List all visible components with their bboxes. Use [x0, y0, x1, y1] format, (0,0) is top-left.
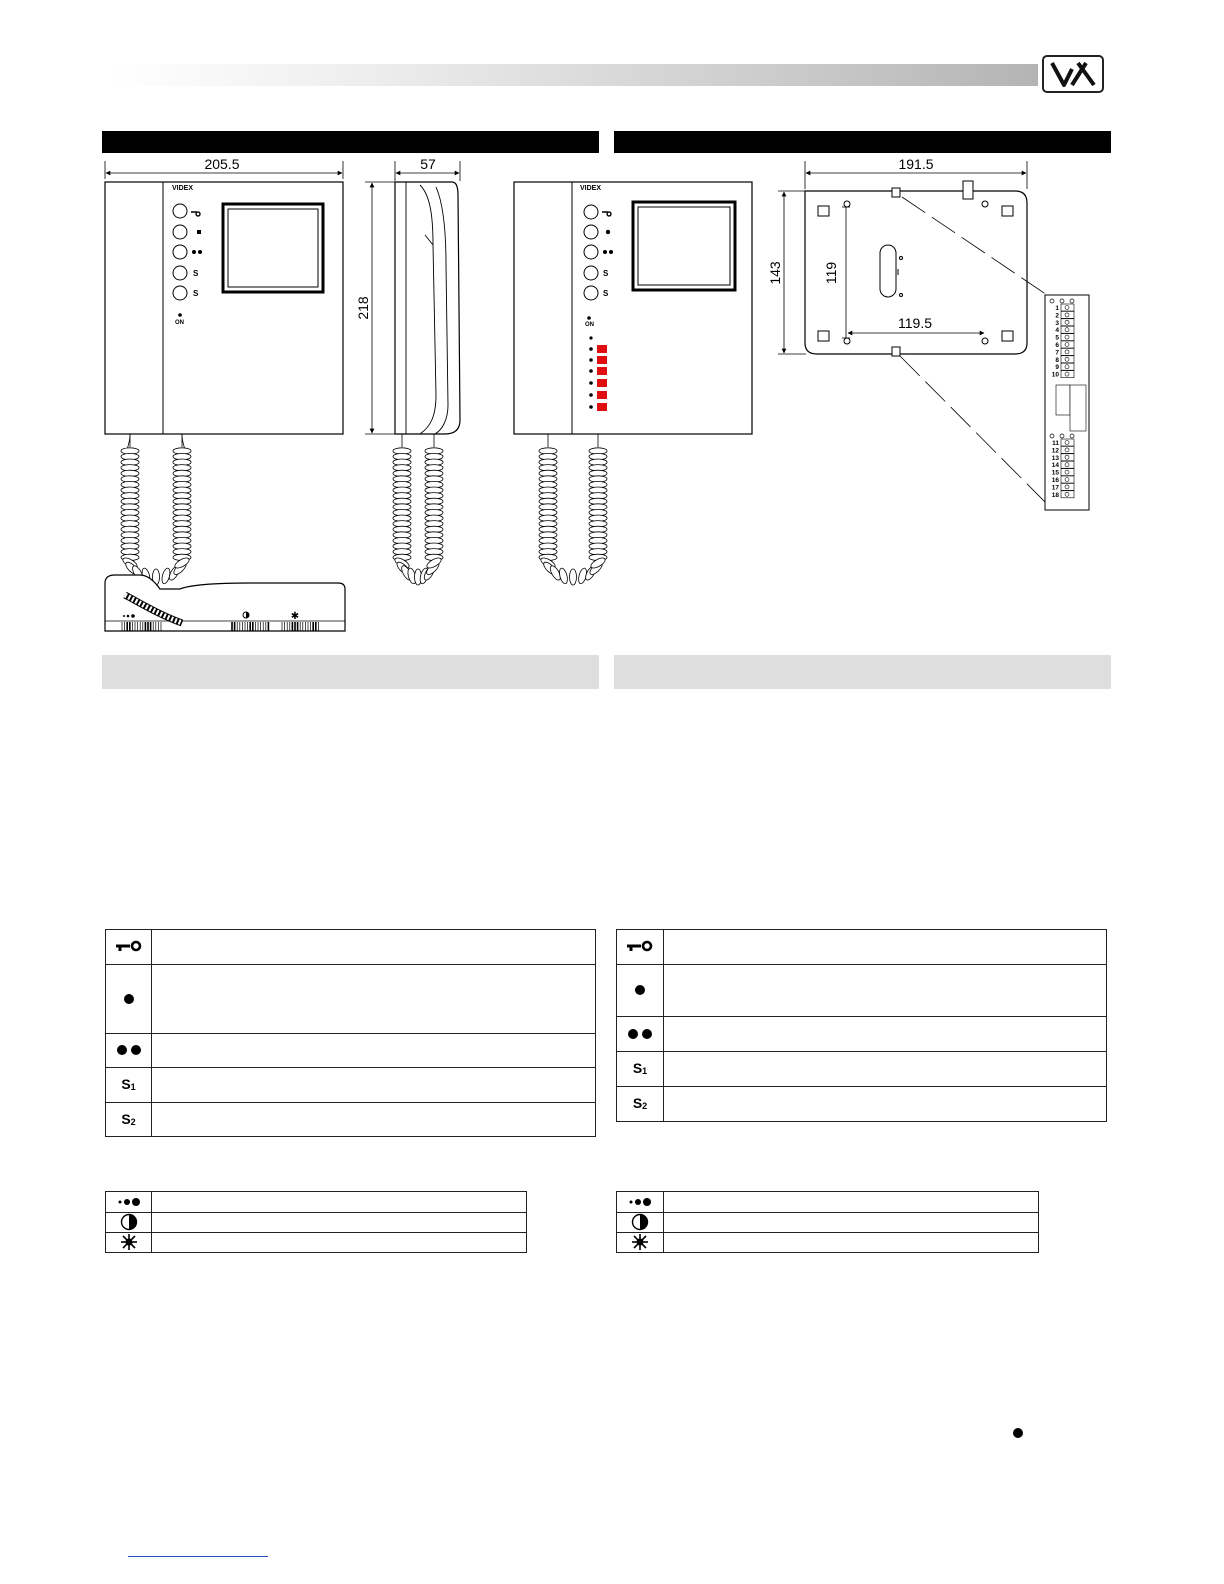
svg-text:9: 9: [1055, 364, 1059, 372]
double-dot-icon: [626, 1028, 654, 1040]
table-row: [617, 965, 1107, 1017]
right-controls-table: [616, 1191, 1039, 1253]
s2-icon: $S_2$: [121, 1110, 136, 1127]
table-row: [106, 1213, 527, 1233]
table-row: [617, 1192, 1039, 1213]
svg-text:5: 5: [1055, 334, 1059, 342]
table-row: [617, 1087, 1107, 1122]
vx-logo: [1042, 55, 1104, 93]
svg-text:16: 16: [1051, 477, 1059, 484]
dot-icon: [1012, 1427, 1024, 1439]
svg-text:14: 14: [1051, 462, 1059, 470]
footer-link-underline: [128, 1556, 268, 1557]
right-function-table: [616, 929, 1107, 1122]
bracket-body: [805, 181, 1027, 356]
table-row: [617, 1233, 1039, 1253]
row-text: [152, 930, 596, 965]
s1-icon: $S_1$: [121, 1076, 136, 1092]
key-icon: [114, 940, 144, 954]
dot-icon: [123, 993, 135, 1005]
svg-text:1: 1: [1055, 305, 1059, 312]
volume-icon: [116, 1197, 142, 1207]
double-dot-icon: [115, 1044, 143, 1056]
volume-icon: [627, 1197, 653, 1207]
svg-text:15: 15: [1051, 469, 1059, 477]
s2-icon: $S_2$: [632, 1095, 648, 1111]
table-row: [617, 1017, 1107, 1052]
left-controls-table: [105, 1191, 527, 1253]
left-section-subheader: [102, 655, 599, 689]
s1-icon: $S_1$: [632, 1060, 648, 1076]
svg-text:S: S: [603, 269, 609, 278]
left-section-header: [102, 131, 599, 153]
svg-text:10: 10: [1051, 371, 1059, 379]
right-section-subheader: [614, 655, 1111, 689]
coiled-cords: [121, 434, 607, 585]
table-row: [106, 1192, 527, 1213]
svg-text:17: 17: [1051, 484, 1059, 492]
monitor-front-view: [105, 182, 343, 434]
svg-text:8: 8: [1055, 356, 1059, 364]
table-row: [617, 930, 1107, 965]
svg-text:13: 13: [1051, 454, 1059, 462]
right-section-header: [614, 131, 1111, 153]
depth-dimension: [395, 156, 460, 181]
table-row: [106, 965, 596, 1034]
height-label: 218: [355, 296, 371, 320]
monitor-side-view: [395, 182, 460, 434]
svg-text:4: 4: [1055, 327, 1059, 335]
handset-bottom-view: [105, 575, 345, 631]
table-row: [106, 1103, 596, 1137]
svg-text:143: 143: [767, 261, 783, 285]
width-label: 205.5: [204, 156, 240, 172]
table-row: [617, 1213, 1039, 1233]
brightness-icon: [120, 1233, 138, 1251]
left-function-table: [105, 929, 596, 1137]
header-gradient-bar: [108, 64, 1038, 86]
monitor-drawings: [100, 155, 760, 640]
svg-text:S: S: [193, 289, 199, 298]
svg-text:119: 119: [823, 261, 839, 285]
svg-text:18: 18: [1051, 491, 1059, 499]
svg-text:119.5: 119.5: [898, 315, 932, 331]
svg-text:7: 7: [1055, 349, 1059, 357]
table-row: [106, 1034, 596, 1068]
depth-label: 57: [420, 156, 436, 172]
wall-bracket-drawing: [760, 155, 1120, 520]
width-dimension: [105, 156, 343, 179]
table-row: [617, 1052, 1107, 1087]
svg-text:ON: ON: [175, 320, 184, 326]
key-icon: [625, 940, 655, 954]
bracket-height-dimension: [767, 191, 806, 354]
svg-text:12: 12: [1051, 447, 1059, 455]
table-row: [106, 1233, 527, 1253]
vx-logo-mark: [1044, 57, 1102, 91]
svg-text:6: 6: [1055, 342, 1059, 349]
table-row: [106, 930, 596, 965]
device-brand: VIDEX: [172, 185, 194, 192]
bracket-width-dimension: [805, 156, 1027, 189]
svg-text:2: 2: [1055, 312, 1059, 320]
brightness-icon: [631, 1233, 649, 1251]
svg-text:3: 3: [1055, 319, 1059, 327]
svg-text:191.5: 191.5: [898, 156, 934, 172]
svg-text:S: S: [603, 289, 609, 298]
svg-text:S: S: [193, 269, 199, 278]
svg-text:11: 11: [1052, 440, 1059, 447]
svg-text:VIDEX: VIDEX: [580, 185, 602, 192]
table-row: [106, 1068, 596, 1103]
monitor-front-view-2: [514, 182, 752, 434]
svg-text:ON: ON: [585, 322, 594, 328]
dot-icon: [634, 984, 646, 996]
terminal-block: [1045, 295, 1089, 510]
contrast-icon: [631, 1213, 649, 1231]
contrast-icon: [120, 1213, 138, 1231]
svg-text:✱: ✱: [290, 611, 300, 622]
